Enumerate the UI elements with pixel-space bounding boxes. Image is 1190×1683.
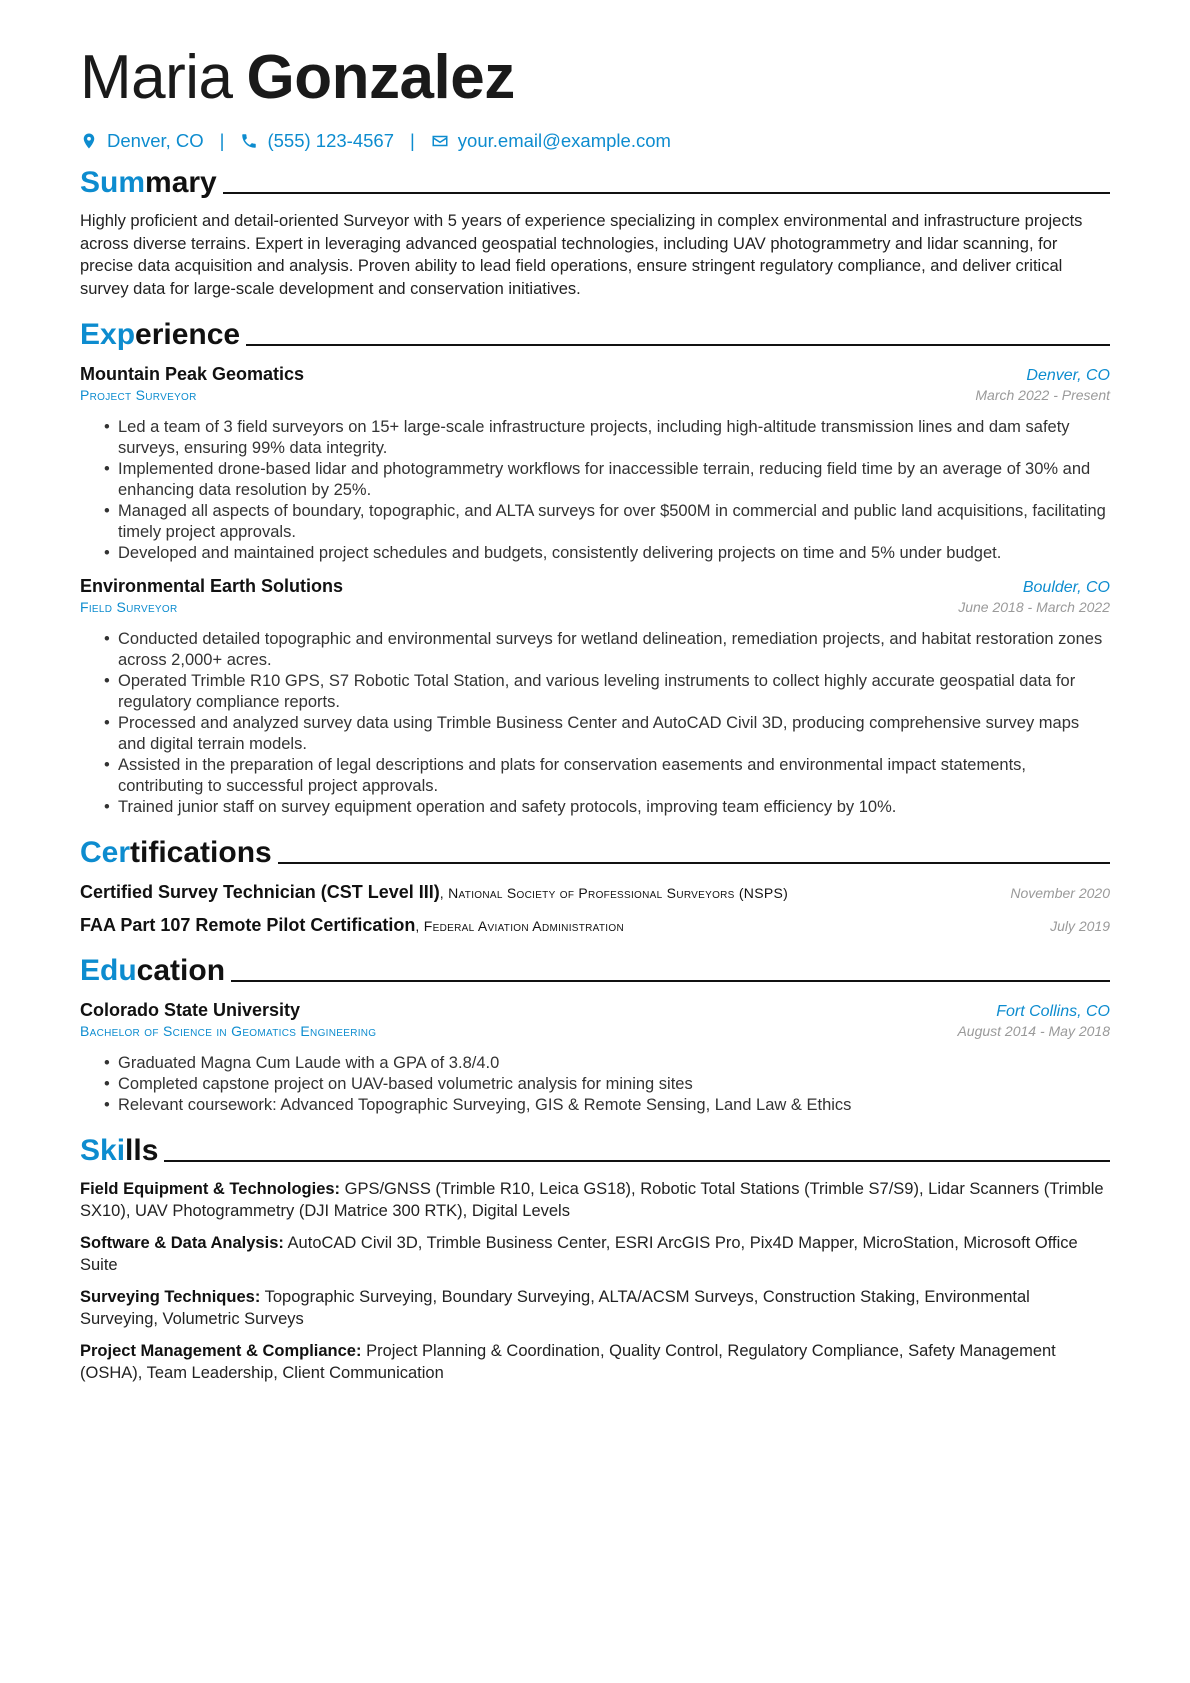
map-pin-icon	[80, 132, 98, 150]
job-location: Denver, CO	[1026, 367, 1110, 384]
list-item: • Processed and analyzed survey data using Trimble Business Center and AutoCAD Civil 3D, producing comprehensive survey maps and digital terrain models.	[104, 713, 1110, 755]
certifications-heading: Certifications	[80, 832, 1110, 870]
section-rule	[246, 344, 1110, 346]
job-entry	[80, 364, 1110, 564]
candidate-name	[80, 40, 1110, 116]
summary-heading: Summary	[80, 162, 1110, 200]
section-rule	[223, 192, 1110, 194]
summary-text: Highly proficient and detail-oriented Surveyor with 5 years of experience specializing in complex environmental and infrastructure projects across diverse terrains. Expert in leveraging advanced geospatial technologies, including UAV photogrammetry and lidar scanning, for precise data acquisition and analysis. Proven ability to lead field operations, ensure stringent regulatory compliance, and deliver critical survey data for large-scale development and conservation initiatives.	[80, 212, 1083, 298]
list-item: • Managed all aspects of boundary, topographic, and ALTA surveys for over $500M in commercial and public land acquisitions, facilitating timely project approvals.	[104, 501, 1110, 543]
cert-name: FAA Part 107 Remote Pilot Certification	[80, 915, 416, 935]
list-item: • Led a team of 3 field surveyors on 15+ large-scale infrastructure projects, including high-altitude transmission lines and dam safety surveys, ensuring 99% data integrity.	[104, 417, 1110, 459]
contact-bar	[80, 128, 1110, 154]
job-dates: March 2022 - Present	[975, 387, 1110, 403]
education-heading: Education	[80, 950, 1110, 988]
contact-separator: |	[219, 130, 225, 151]
skill-label: Field Equipment & Technologies:	[80, 1180, 341, 1198]
contact-separator: |	[409, 130, 415, 151]
section-rule	[164, 1160, 1110, 1162]
list-item: • Completed capstone project on UAV-based volumetric analysis for mining sites	[104, 1074, 1110, 1095]
list-item: • Operated Trimble R10 GPS, S7 Robotic Total Station, and various leveling instruments to collect highly accurate geospatial data for regulatory compliance reports.	[104, 671, 1110, 713]
email-text: your.email@example.com	[457, 130, 671, 151]
company-name: Environmental Earth Solutions	[80, 576, 344, 596]
education-dates: August 2014 - May 2018	[957, 1023, 1110, 1039]
skill-group	[80, 1286, 1110, 1330]
phone-text: (555) 123-4567	[267, 130, 394, 151]
education-entry	[80, 1000, 1110, 1116]
skill-value: GPS/GNSS (Trimble R10, Leica GS18), Robotic Total Stations (Trimble S7/S9), Lidar Scanners (Trimble SX10), UAV Photogrammetry (DJI Matrice 300 RTK), Digital Levels	[80, 1180, 1104, 1220]
degree: Bachelor of Science in Geomatics Engineering	[80, 1023, 377, 1039]
school-location: Fort Collins, CO	[996, 1003, 1110, 1020]
list-item: • Graduated Magna Cum Laude with a GPA of 3.8/4.0	[104, 1053, 1110, 1074]
skill-value: Project Planning & Coordination, Quality Control, Regulatory Compliance, Safety Management (OSHA), Team Leadership, Client Communication	[80, 1342, 1056, 1382]
cert-date: November 2020	[1010, 885, 1110, 901]
list-item: • Assisted in the preparation of legal descriptions and plats for conservation easements and environmental impact statements, contributing to successful project approvals.	[104, 755, 1110, 797]
contact-location	[80, 130, 204, 152]
experience-heading: Experience	[80, 314, 1110, 352]
job-location: Boulder, CO	[1022, 579, 1110, 596]
company-name: Mountain Peak Geomatics	[80, 364, 305, 384]
certification-item	[80, 882, 1110, 903]
last-name: Gonzalez	[246, 43, 515, 112]
job-bullets	[80, 629, 1110, 818]
education-bullets	[80, 1053, 1110, 1116]
cert-org: , Federal Aviation Administration	[415, 918, 624, 934]
envelope-icon	[431, 132, 449, 150]
skill-value: Topographic Surveying, Boundary Surveying, ALTA/ACSM Surveys, Construction Staking, Environmental Surveying, Volumetric Surveys	[80, 1288, 1030, 1328]
job-dates: June 2018 - March 2022	[958, 599, 1110, 615]
list-item: • Relevant coursework: Advanced Topographic Surveying, GIS & Remote Sensing, Land Law & Ethics	[104, 1095, 1110, 1116]
cert-name: Certified Survey Technician (CST Level III)	[80, 882, 440, 902]
skill-value: AutoCAD Civil 3D, Trimble Business Center, ESRI ArcGIS Pro, Pix4D Mapper, MicroStation, Microsoft Office Suite	[80, 1234, 1078, 1274]
section-rule	[278, 862, 1110, 864]
list-item: • Implemented drone-based lidar and photogrammetry workflows for inaccessible terrain, reducing field time by an average of 30% and enhancing data resolution by 25%.	[104, 459, 1110, 501]
cert-date: July 2019	[1050, 918, 1110, 934]
list-item: • Trained junior staff on survey equipment operation and safety protocols, improving team efficiency by 10%.	[104, 797, 1110, 818]
job-bullets	[80, 417, 1110, 564]
job-title: Project Surveyor	[80, 387, 197, 403]
skill-label: Software & Data Analysis:	[80, 1234, 284, 1252]
section-rule	[231, 980, 1110, 982]
job-title: Field Surveyor	[80, 599, 178, 615]
cert-org: , National Society of Professional Surveyors (NSPS)	[439, 885, 789, 901]
skill-group	[80, 1232, 1110, 1276]
skill-group	[80, 1178, 1110, 1222]
school-name: Colorado State University	[80, 1000, 301, 1020]
contact-email[interactable]	[431, 130, 671, 152]
certification-item	[80, 915, 1110, 936]
skill-label: Surveying Techniques:	[80, 1288, 261, 1306]
job-entry	[80, 576, 1110, 818]
list-item: • Developed and maintained project schedules and budgets, consistently delivering projects on time and 5% under budget.	[104, 543, 1110, 564]
skills-heading: Skills	[80, 1130, 1110, 1168]
skill-label: Project Management & Compliance:	[80, 1342, 362, 1360]
contact-phone[interactable]	[240, 130, 394, 152]
phone-icon	[240, 132, 258, 150]
first-name: Maria	[80, 43, 233, 112]
skill-group	[80, 1340, 1110, 1384]
list-item: • Conducted detailed topographic and environmental surveys for wetland delineation, remediation projects, and habitat restoration zones across 2,000+ acres.	[104, 629, 1110, 671]
location-text: Denver, CO	[107, 130, 204, 151]
